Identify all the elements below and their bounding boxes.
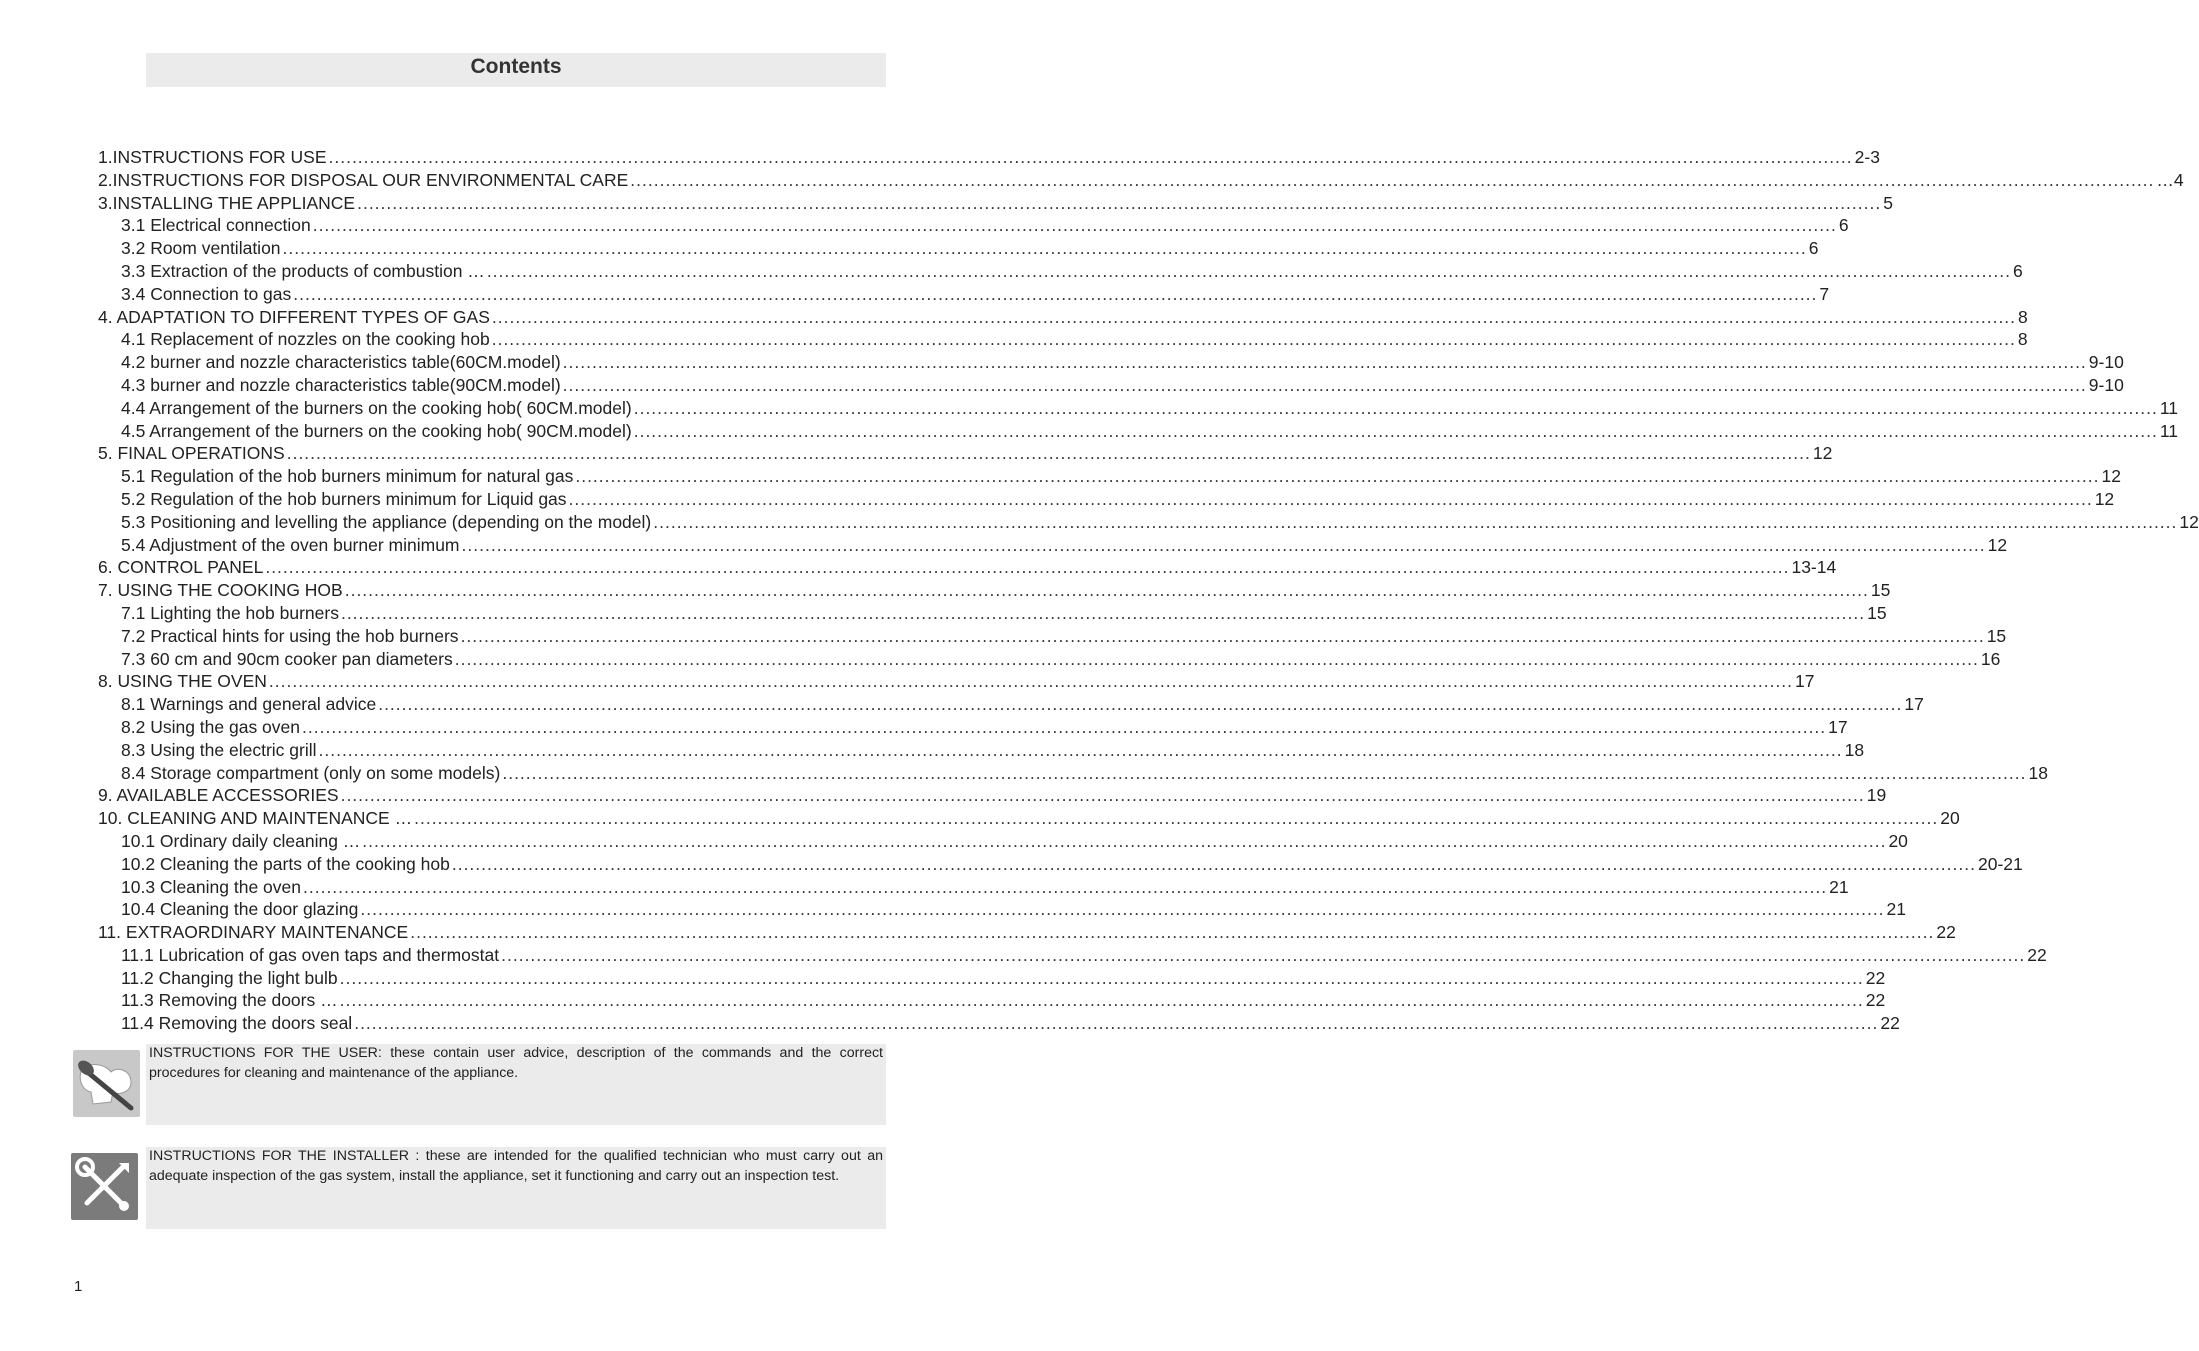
toc-entry-page: 22	[1865, 967, 1886, 988]
installer-instructions-text: INSTRUCTIONS FOR THE INSTALLER : these are intended for the qualified technician who must carry out an adequate inspection of the gas system, install the appliance, set it functioning and carry out an inspection test.	[149, 1148, 883, 1184]
page-number: 1	[74, 1278, 83, 1295]
toc-entry-label: 5.3 Positioning and levelling the appliance (depending on the model)	[121, 511, 652, 532]
toc-dot-leader: ....................................................................................................................................................................................................................................................................	[268, 671, 1794, 692]
toc-dot-leader: ....................................................................................................................................................................................................................................................................	[575, 466, 2100, 487]
toc-entry-label: 3.2 Room ventilation	[121, 238, 281, 259]
installer-instructions-note	[146, 1147, 886, 1229]
toc-entry-page: 6	[1808, 238, 1819, 259]
toc-entry-label: 10.2 Cleaning the parts of the cooking hob	[121, 853, 450, 874]
toc-entry-page: 12	[1812, 443, 1833, 464]
user-instructions-note	[146, 1044, 886, 1125]
toc-entry	[98, 602, 1887, 625]
toc-dot-leader: ....................................................................................................................................................................................................................................................................	[653, 511, 2178, 532]
toc-entry-label: 10.4 Cleaning the door glazing	[121, 899, 359, 920]
toc-entry-label: 7.1 Lighting the hob burners	[121, 602, 339, 623]
toc-entry	[98, 807, 1960, 830]
toc-entry-page: 8	[2018, 306, 2028, 327]
toc-entry-page: 18	[2028, 762, 2048, 783]
toc-dot-leader: ....................................................................................................................................................................................................................................................................	[630, 169, 2155, 190]
toc-entry-label: 9. AVAILABLE ACCESSORIES	[98, 785, 339, 806]
toc-entry-page: 9-10	[2088, 374, 2124, 395]
toc-entry	[98, 283, 1830, 306]
toc-entry	[98, 465, 2121, 488]
toc-entry-label: 11.2 Changing the light bulb	[121, 967, 338, 988]
toc-entry-label: 7. USING THE COOKING HOB	[98, 580, 343, 601]
toc-entry-page: 20-21	[1977, 853, 2023, 874]
toc-entry-page: 21	[1829, 876, 1849, 897]
toc-entry-page: 21	[1886, 899, 1907, 920]
toc-entry-label: 5.4 Adjustment of the oven burner minimum	[121, 534, 460, 555]
toc-entry-label: 3.INSTALLING THE APPLIANCE	[98, 192, 356, 213]
toc-entry	[98, 625, 2007, 648]
toc-entry-page: 17	[1904, 694, 1924, 715]
toc-entry-label: 8.4 Storage compartment (only on some models)	[121, 762, 501, 783]
toc-dot-leader: ....................................................................................................................................................................................................................................................................	[339, 990, 1864, 1011]
toc-entry	[98, 328, 2028, 351]
toc-entry-label: 3.1 Electrical connection	[121, 215, 311, 236]
toc-dot-leader: ....................................................................................................................................................................................................................................................................	[340, 785, 1865, 806]
toc-entry	[98, 511, 2199, 534]
toc-dot-leader: ....................................................................................................................................................................................................................................................................	[414, 808, 1939, 829]
toc-entry-page: 12	[1987, 534, 2008, 555]
toc-entry	[98, 762, 2048, 785]
toc-dot-leader: ....................................................................................................................................................................................................................................................................	[302, 716, 1827, 737]
toc-entry-page: 12	[2179, 511, 2199, 532]
page-title: Contents	[470, 55, 562, 78]
toc-dot-leader: ....................................................................................................................................................................................................................................................................	[633, 397, 2158, 418]
toc-dot-leader: ....................................................................................................................................................................................................................................................................	[461, 534, 1986, 555]
toc-entry-label: 8.1 Warnings and general advice	[121, 694, 377, 715]
toc-entry-label: 3.4 Connection to gas	[121, 283, 292, 304]
toc-dot-leader: ....................................................................................................................................................................................................................................................................	[460, 625, 1985, 646]
toc-entry-page: 20	[1940, 808, 1960, 829]
toc-dot-leader: ....................................................................................................................................................................................................................................................................	[568, 488, 2093, 509]
toc-entry-label: 4.3 burner and nozzle characteristics table(90CM.model)	[121, 374, 561, 395]
toc-entry-page: 15	[1870, 580, 1891, 601]
toc-dot-leader: ....................................................................................................................................................................................................................................................................	[265, 557, 1790, 578]
toc-entry-label: 4.1 Replacement of nozzles on the cooking hob	[121, 329, 490, 350]
toc-dot-leader: ....................................................................................................................................................................................................................................................................	[562, 374, 2087, 395]
toc-dot-leader: ....................................................................................................................................................................................................................................................................	[344, 580, 1869, 601]
toc-entry-label: 4.2 burner and nozzle characteristics table(60CM.model)	[121, 352, 561, 373]
toc-dot-leader: ....................................................................................................................................................................................................................................................................	[451, 853, 1976, 874]
toc-entry-label: 8. USING THE OVEN	[98, 671, 267, 692]
toc-dot-leader: ....................................................................................................................................................................................................................................................................	[282, 238, 1807, 259]
toc-dot-leader: ....................................................................................................................................................................................................................................................................	[318, 739, 1843, 760]
toc-entry-label: 5.1 Regulation of the hob burners minimum for natural gas	[121, 466, 574, 487]
wrench-screwdriver-icon	[71, 1153, 138, 1220]
toc-entry-label: 11.1 Lubrication of gas oven taps and thermostat	[121, 944, 500, 965]
toc-dot-leader: ....................................................................................................................................................................................................................................................................	[491, 306, 2017, 327]
toc-entry-page: 13-14	[1791, 557, 1837, 578]
toc-entry	[98, 192, 1893, 215]
toc-dot-leader: ....................................................................................................................................................................................................................................................................	[486, 260, 2011, 281]
toc-entry-label: 10.1 Ordinary daily cleaning …	[121, 830, 361, 851]
toc-entry-page: 12	[2101, 466, 2121, 487]
toc-dot-leader: ....................................................................................................................................................................................................................................................................	[454, 648, 1979, 669]
toc-entry-label: 4.5 Arrangement of the burners on the cooking hob( 90CM.model)	[121, 420, 632, 441]
toc-entry	[98, 169, 2184, 192]
toc-entry	[98, 374, 2124, 397]
toc-entry-page: 19	[1866, 785, 1887, 806]
toc-entry-page: 2-3	[1854, 147, 1880, 167]
toc-dot-leader: ....................................................................................................................................................................................................................................................................	[410, 922, 1935, 943]
toc-entry-page: 20	[1888, 830, 1908, 851]
toc-entry-label: 2.INSTRUCTIONS FOR DISPOSAL OUR ENVIRONMENTAL CARE	[98, 169, 629, 190]
toc-entry-label: 3.3 Extraction of the products of combustion …	[121, 260, 485, 281]
toc-entry-page: 18	[1844, 739, 1865, 760]
toc-entry	[98, 648, 2001, 671]
toc-entry	[98, 488, 2115, 511]
toc-dot-leader: ....................................................................................................................................................................................................................................................................	[286, 443, 1811, 464]
toc-entry-page: 8	[2017, 329, 2028, 350]
toc-entry-page: 12	[2094, 488, 2115, 509]
toc-dot-leader: ....................................................................................................................................................................................................................................................................	[378, 694, 1903, 715]
toc-entry	[98, 556, 1837, 579]
toc-dot-leader: ....................................................................................................................................................................................................................................................................	[293, 283, 1818, 304]
toc-entry	[98, 830, 1908, 853]
toc-entry	[98, 306, 2028, 329]
toc-dot-leader: ....................................................................................................................................................................................................................................................................	[501, 944, 2026, 965]
toc-entry-page: 7	[1819, 283, 1830, 304]
toc-entry-label: 4.4 Arrangement of the burners on the cooking hob( 60CM.model)	[121, 397, 632, 418]
toc-entry-label: 5. FINAL OPERATIONS	[98, 443, 285, 464]
toc-entry-label: 4. ADAPTATION TO DIFFERENT TYPES OF GAS	[98, 306, 490, 327]
toc-dot-leader: ....................................................................................................................................................................................................................................................................	[328, 147, 1853, 167]
toc-entry-page: 17	[1828, 716, 1848, 737]
toc-dot-leader: ....................................................................................................................................................................................................................................................................	[357, 192, 1882, 213]
toc-dot-leader: ....................................................................................................................................................................................................................................................................	[491, 329, 2016, 350]
toc-dot-leader: ....................................................................................................................................................................................................................................................................	[340, 602, 1866, 623]
toc-entry-label: 10.3 Cleaning the oven	[121, 876, 301, 897]
toc-entry-label: 1.INSTRUCTIONS FOR USE	[98, 147, 327, 167]
toc-entry	[98, 853, 2023, 876]
toc-entry-page: 16	[1980, 648, 2001, 669]
toc-dot-leader: ....................................................................................................................................................................................................................................................................	[339, 967, 1864, 988]
toc-dot-leader: ....................................................................................................................................................................................................................................................................	[502, 762, 2027, 783]
toc-entry	[98, 1012, 1900, 1035]
toc-entry-page: 17	[1795, 671, 1815, 692]
toc-entry	[98, 420, 2179, 443]
toc-entry-label: 11. EXTRAORDINARY MAINTENANCE	[98, 922, 409, 943]
user-instructions-text: INSTRUCTIONS FOR THE USER: these contain user advice, description of the commands and the correct procedures for cleaning and maintenance of the appliance.	[149, 1045, 883, 1081]
toc-entry-page: 22	[1865, 990, 1886, 1011]
toc-entry	[98, 534, 2008, 557]
table-of-contents	[98, 146, 2199, 1035]
toc-entry	[98, 260, 2023, 283]
toc-entry	[98, 214, 1849, 237]
toc-entry-label: 11.4 Removing the doors seal	[121, 1013, 353, 1034]
toc-entry	[98, 442, 1833, 465]
toc-entry	[98, 967, 1886, 990]
toc-entry	[98, 579, 1891, 602]
toc-entry-page: 6	[2012, 260, 2023, 281]
toc-entry	[98, 898, 1907, 921]
toc-entry	[98, 876, 1849, 899]
contents-title-bar	[146, 53, 886, 87]
toc-entry	[98, 351, 2124, 374]
toc-entry	[98, 237, 1819, 260]
toc-entry-page: 6	[1838, 215, 1849, 236]
toc-entry	[98, 739, 1865, 762]
toc-entry	[98, 693, 1924, 716]
toc-dot-leader: ....................................................................................................................................................................................................................................................................	[312, 215, 1837, 236]
toc-entry	[98, 670, 1815, 693]
spoon-chef-hat-icon	[73, 1050, 140, 1117]
toc-entry-page: 15	[1867, 602, 1887, 623]
toc-entry-label: 7.3 60 cm and 90cm cooker pan diameters	[121, 648, 453, 669]
toc-entry-page: 11	[2159, 420, 2179, 441]
toc-entry	[98, 146, 1880, 169]
toc-entry	[98, 716, 1848, 739]
toc-dot-leader: ....................................................................................................................................................................................................................................................................	[360, 899, 1885, 920]
toc-dot-leader: ....................................................................................................................................................................................................................................................................	[362, 830, 1887, 851]
toc-dot-leader: ....................................................................................................................................................................................................................................................................	[562, 352, 2087, 373]
toc-entry	[98, 397, 2179, 420]
toc-dot-leader: ....................................................................................................................................................................................................................................................................	[303, 876, 1828, 897]
toc-entry-label: 6. CONTROL PANEL	[98, 557, 264, 578]
toc-dot-leader: ....................................................................................................................................................................................................................................................................	[633, 420, 2158, 441]
toc-entry	[98, 989, 1886, 1012]
toc-entry-page: 22	[1936, 922, 1956, 943]
toc-entry-label: 8.2 Using the gas oven	[121, 716, 301, 737]
toc-entry	[98, 784, 1887, 807]
toc-entry-label: 10. CLEANING AND MAINTENANCE …	[98, 808, 413, 829]
toc-entry	[98, 944, 2047, 967]
toc-entry-page: 11	[2159, 397, 2179, 418]
toc-entry-label: 11.3 Removing the doors …	[121, 990, 338, 1011]
toc-entry-page: 15	[1986, 625, 2007, 646]
toc-entry-page: 5	[1883, 192, 1893, 213]
toc-entry-page: 22	[1880, 1013, 1900, 1034]
toc-entry-label: 5.2 Regulation of the hob burners minimum for Liquid gas	[121, 488, 567, 509]
toc-entry	[98, 921, 1956, 944]
toc-entry-label: 8.3 Using the electric grill	[121, 739, 317, 760]
toc-entry-page: 22	[2027, 944, 2047, 965]
toc-dot-leader: ....................................................................................................................................................................................................................................................................	[354, 1013, 1879, 1034]
toc-entry-page: 9-10	[2088, 352, 2124, 373]
toc-entry-label: 7.2 Practical hints for using the hob burners	[121, 625, 459, 646]
toc-entry-page: …4	[2156, 169, 2184, 190]
